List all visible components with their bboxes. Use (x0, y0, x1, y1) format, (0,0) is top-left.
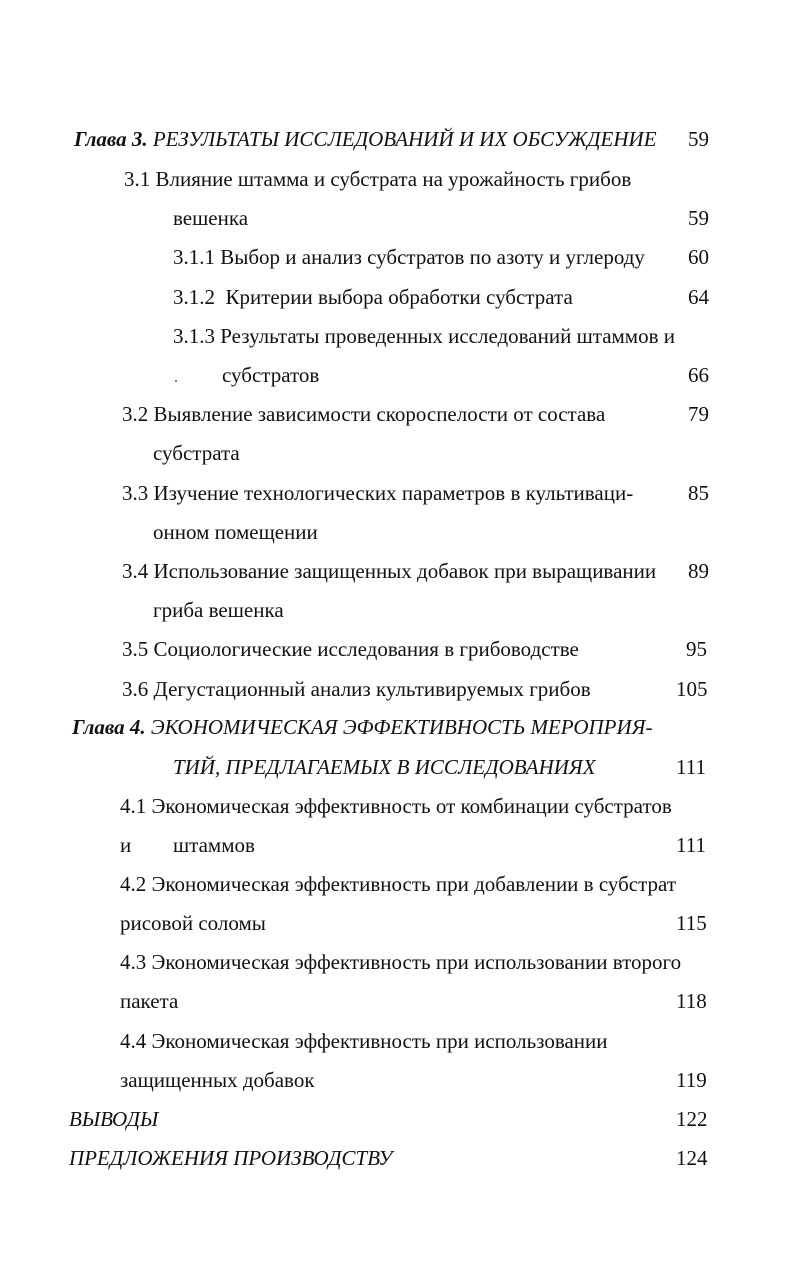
section-4-2-page: 115 (676, 911, 707, 935)
section-3-2-line2: субстрата (153, 441, 240, 465)
section-4-3-line1: 4.3 Экономическая эффективность при использовании второго (120, 950, 682, 974)
chapter-4-page: 111 (676, 755, 706, 779)
section-4-4-line2: защищенных добавок (120, 1068, 315, 1092)
section-3-3-line1: 3.3 Изучение технологических параметров в культиваци- (122, 481, 634, 505)
section-3-1-page: 59 (688, 206, 709, 230)
section-3-1-3-line1: 3.1.3 Результаты проведенных исследований штаммов и (173, 324, 676, 348)
section-3-2-page: 79 (688, 402, 709, 426)
section-3-6: 3.6 Дегустационный анализ культивируемых грибов (122, 677, 591, 701)
section-3-2-line1: 3.2 Выявление зависимости скороспелости от состава (122, 402, 606, 426)
chapter-3-heading (74, 126, 657, 152)
section-4-2-line1: 4.2 Экономическая эффективность при добавлении в субстрат (120, 872, 676, 896)
section-3-1-3-page: 66 (688, 363, 709, 387)
proposals-page: 124 (676, 1146, 708, 1170)
section-3-5: 3.5 Социологические исследования в грибоводстве (122, 637, 579, 661)
section-4-1-page: 111 (676, 833, 706, 857)
section-3-1-2: 3.1.2 Критерии выбора обработки субстрата (173, 285, 573, 309)
conclusions-page: 122 (676, 1107, 708, 1131)
section-3-3-page: 85 (688, 481, 709, 505)
chapter-4-title-line2: ТИЙ, ПРЕДЛАГАЕМЫХ В ИССЛЕДОВАНИЯХ (173, 755, 596, 779)
section-3-5-page: 95 (686, 637, 707, 661)
section-3-4-line2: гриба вешенка (153, 598, 284, 622)
section-3-4-page: 89 (688, 559, 709, 583)
speck (175, 380, 177, 382)
section-4-3-page: 118 (676, 989, 707, 1013)
section-4-1-line2-conj: и (120, 833, 132, 857)
section-3-1-3-line2: субстратов (222, 363, 320, 387)
section-3-1-2-page: 64 (688, 285, 709, 309)
chapter-3-page: 59 (688, 127, 709, 151)
section-3-1-line1: 3.1 Влияние штамма и субстрата на урожайность грибов (124, 167, 632, 191)
section-3-3-line2: онном помещении (153, 520, 318, 544)
section-3-1-1-page: 60 (688, 245, 709, 269)
chapter-3-title: РЕЗУЛЬТАТЫ ИССЛЕДОВАНИЙ И ИХ ОБСУЖДЕНИЕ (147, 127, 657, 151)
section-3-6-page: 105 (676, 677, 708, 701)
section-4-2-line2: рисовой соломы (120, 911, 266, 935)
chapter-4-title-line1: ЭКОНОМИЧЕСКАЯ ЭФФЕКТИВНОСТЬ МЕРОПРИЯ- (145, 715, 653, 739)
section-4-4-line1: 4.4 Экономическая эффективность при использовании (120, 1029, 608, 1053)
section-3-4-line1: 3.4 Использование защищенных добавок при выращивании (122, 559, 657, 583)
section-4-3-line2: пакета (120, 989, 179, 1013)
section-3-1-1: 3.1.1 Выбор и анализ субстратов по азоту и углероду (173, 245, 645, 269)
chapter-3-prefix: Глава 3. (74, 127, 148, 151)
section-4-1-line2: штаммов (173, 833, 255, 857)
proposals-heading: ПРЕДЛОЖЕНИЯ ПРОИЗВОДСТВУ (69, 1146, 393, 1170)
section-3-1-line2: вешенка (173, 206, 249, 230)
section-4-4-page: 119 (676, 1068, 707, 1092)
section-4-1-line1: 4.1 Экономическая эффективность от комбинации субстратов (120, 794, 672, 818)
conclusions-heading: ВЫВОДЫ (69, 1107, 159, 1131)
chapter-4-heading-line1 (72, 714, 652, 740)
chapter-4-prefix: Глава 4. (72, 715, 146, 739)
